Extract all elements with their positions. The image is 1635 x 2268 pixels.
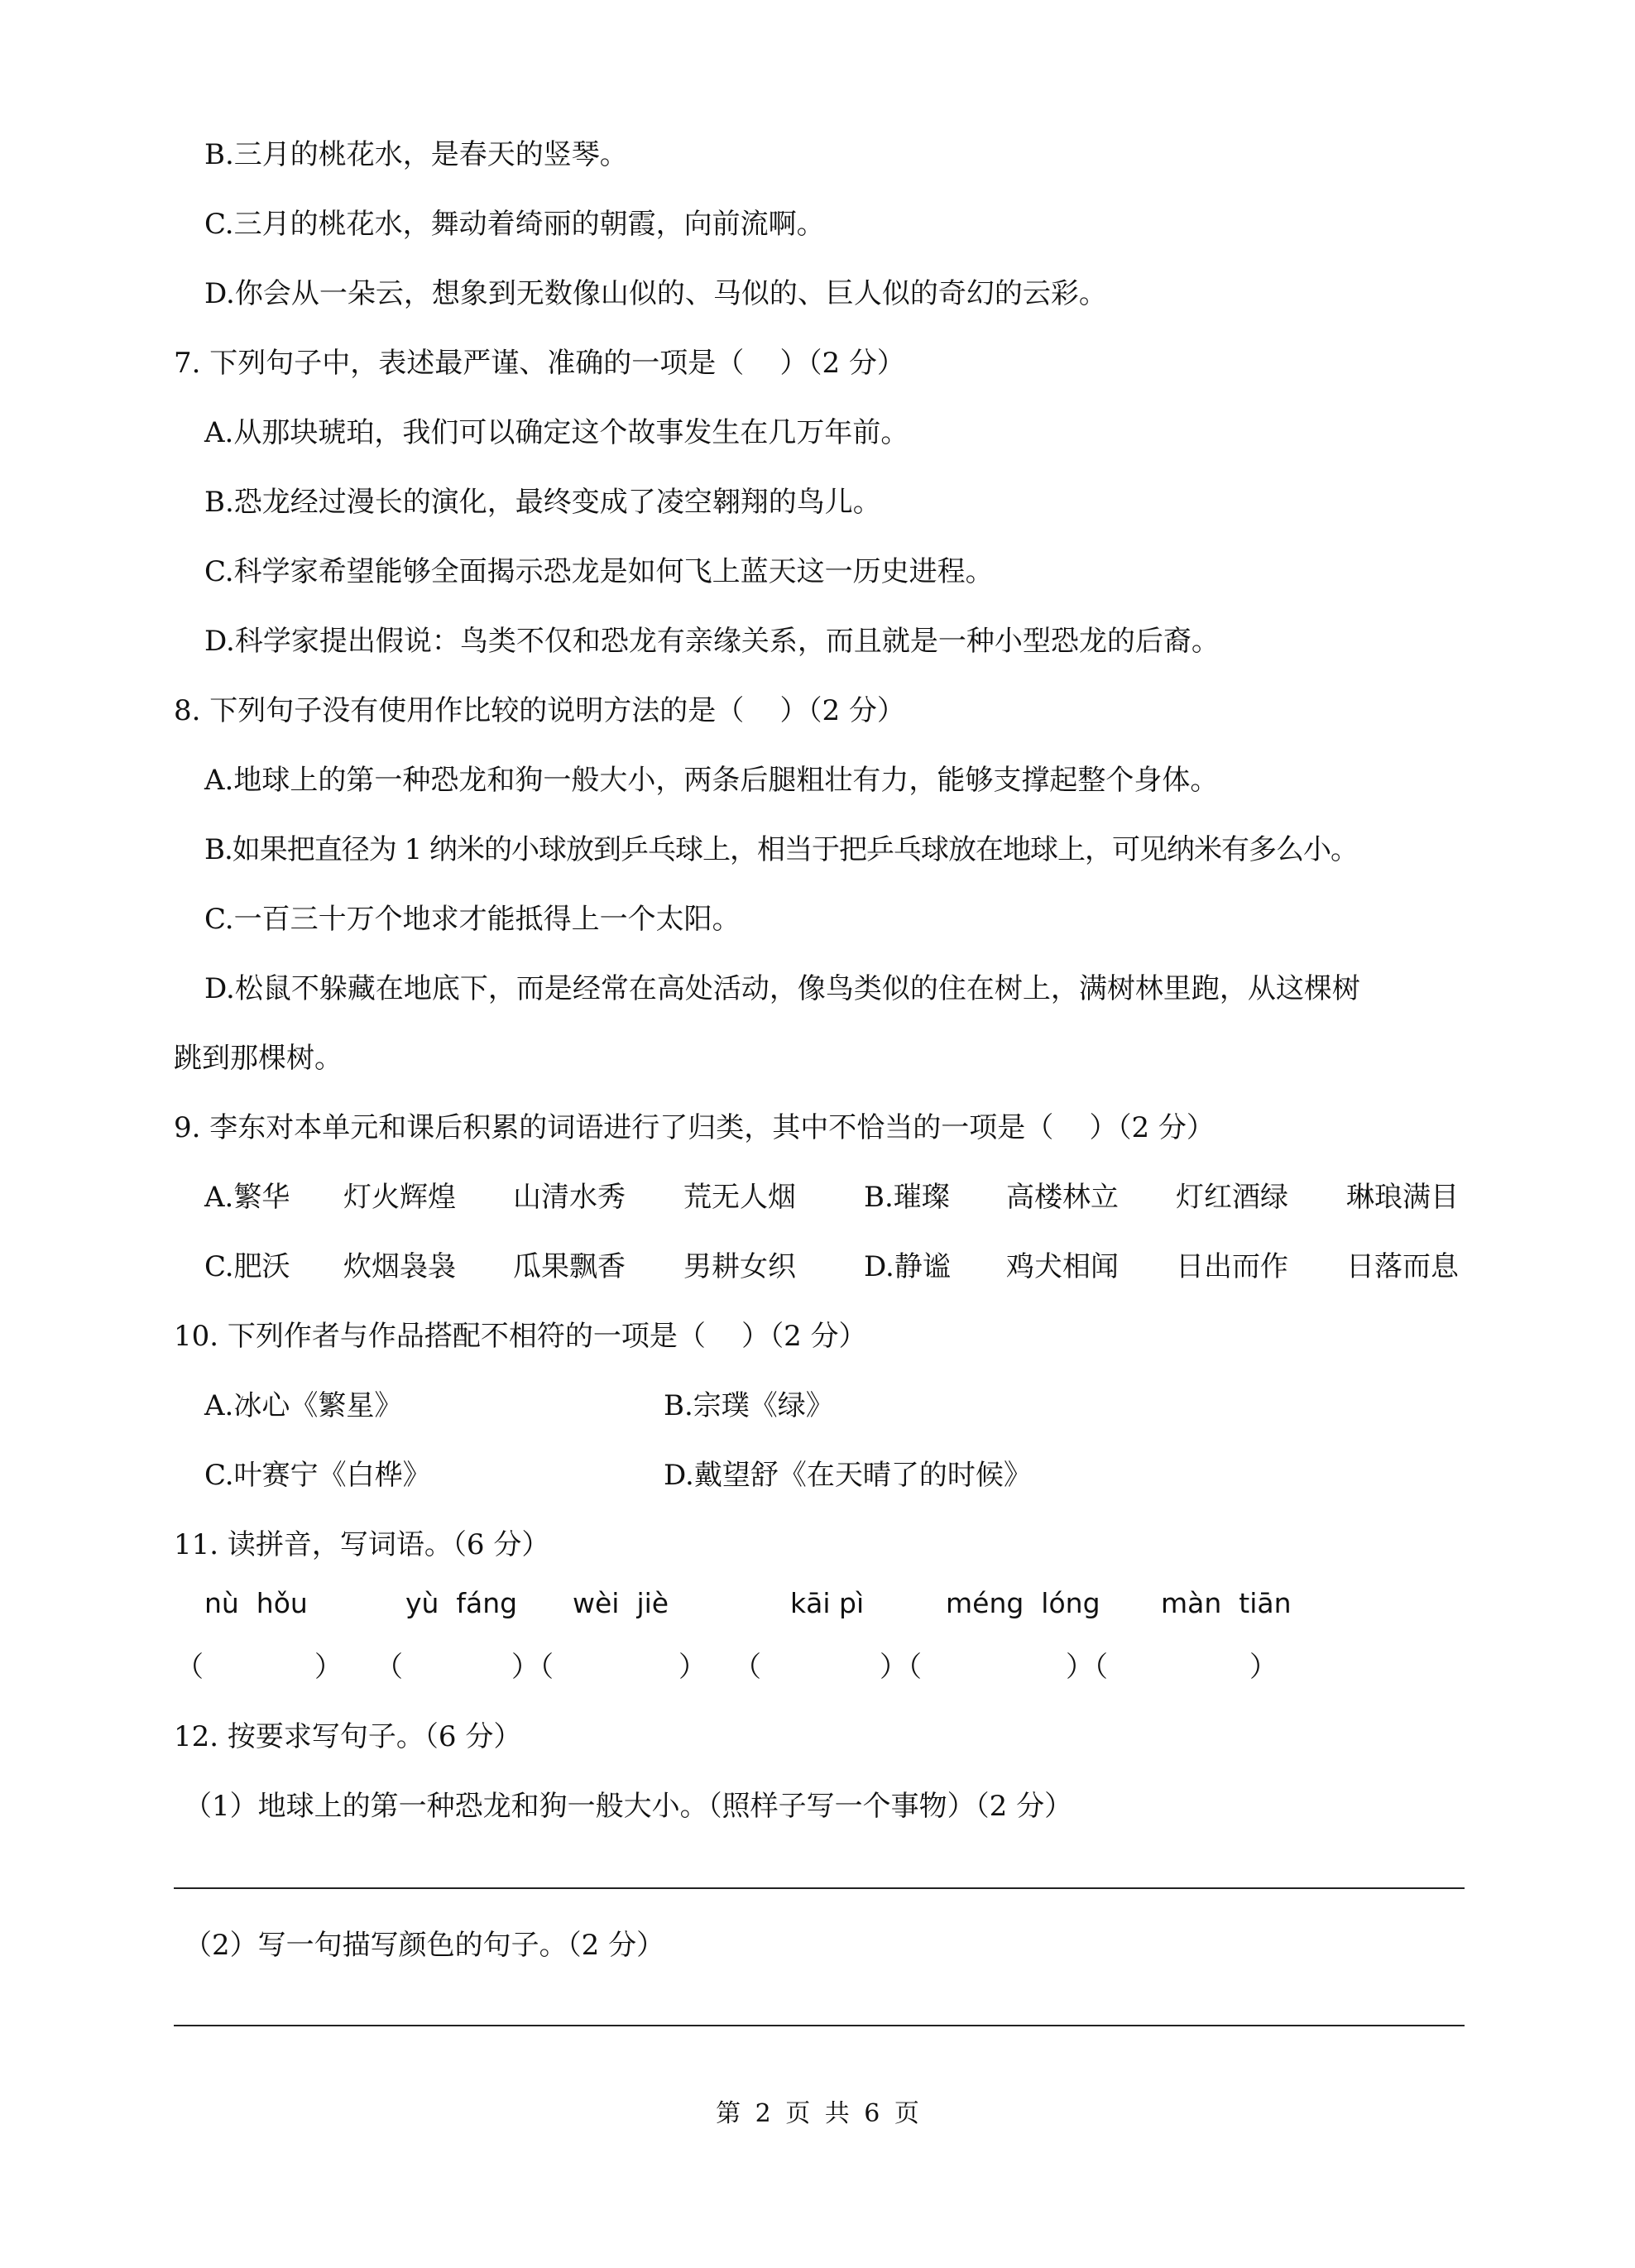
q6-option-d: D.你会从一朵云，想象到无数像山似的、马似的、巨人似的奇幻的云彩。 <box>204 277 1107 310</box>
q12-part1: （1）地球上的第一种恐龙和狗一般大小。（照样子写一个事物）（2 分） <box>184 1790 1073 1823</box>
q7-stem: 7. 下列句子中，表述最严谨、准确的一项是（ ）（2 分） <box>174 347 905 380</box>
q9-word: B.璀璨 <box>864 1181 950 1214</box>
q9-word: 灯红酒绿 <box>1176 1181 1288 1214</box>
q9-stem: 9. 李东对本单元和课后积累的词语进行了归类，其中不恰当的一项是（ ）（2 分） <box>174 1111 1215 1144</box>
q8-option-d-line1: D.松鼠不躲藏在地底下，而是经常在高处活动，像鸟类似的住在树上，满树林里跑，从这棵树 <box>204 972 1360 1005</box>
q10-stem: 10. 下列作者与作品搭配不相符的一项是（ ）（2 分） <box>174 1320 867 1353</box>
q9-word: 琳琅满目 <box>1346 1181 1459 1214</box>
pinyin-item: màn tiān <box>1161 1587 1292 1619</box>
pinyin-item: méng lóng <box>946 1587 1100 1619</box>
q10-option-b: B.宗璞《绿》 <box>664 1389 834 1422</box>
blank-paren: ） <box>314 1651 343 1684</box>
q9-word: C.肥沃 <box>204 1250 290 1283</box>
q9-word: 日出而作 <box>1176 1250 1288 1283</box>
q9-word: 炊烟袅袅 <box>343 1250 456 1283</box>
answer-line-2[interactable] <box>174 2025 1465 2026</box>
q9-word: 灯火辉煌 <box>343 1181 456 1214</box>
pinyin-item: kāi pì <box>790 1587 865 1619</box>
pinyin-item: nù hǒu <box>204 1587 308 1619</box>
q12-stem: 12. 按要求写句子。（6 分） <box>174 1720 522 1753</box>
q10-option-a: A.冰心《繁星》 <box>204 1389 403 1422</box>
q9-word: 高楼林立 <box>1006 1181 1119 1214</box>
q8-option-a: A.地球上的第一种恐龙和狗一般大小，两条后腿粗壮有力，能够支撑起整个身体。 <box>204 764 1219 797</box>
q9-word: 瓜果飘香 <box>513 1250 626 1283</box>
q9-word: D.静谧 <box>864 1250 951 1283</box>
q8-option-b: B.如果把直径为 1 纳米的小球放到乒乓球上，相当于把乒乓球放在地球上，可见纳米有多么小。 <box>204 833 1359 866</box>
q10-option-c: C.叶赛宁《白桦》 <box>204 1459 431 1492</box>
blank-paren: （ <box>375 1651 403 1684</box>
blank-paren: （ <box>175 1651 204 1684</box>
q9-word: A.繁华 <box>204 1181 290 1214</box>
q8-option-c: C.一百三十万个地求才能抵得上一个太阳。 <box>204 903 741 936</box>
q8-stem: 8. 下列句子没有使用作比较的说明方法的是（ ）（2 分） <box>174 694 905 727</box>
q7-option-a: A.从那块琥珀，我们可以确定这个故事发生在几万年前。 <box>204 416 909 449</box>
page-number: 第 2 页 共 6 页 <box>716 2099 919 2128</box>
blank-paren: ） <box>1249 1651 1278 1684</box>
q8-option-d-line2: 跳到那棵树。 <box>174 1042 343 1075</box>
blank-paren: ）（ <box>1066 1651 1108 1684</box>
q11-stem: 11. 读拼音，写词语。（6 分） <box>174 1528 550 1561</box>
q12-part2: （2）写一句描写颜色的句子。（2 分） <box>184 1929 665 1962</box>
blank-paren: ） <box>678 1651 707 1684</box>
q9-word: 日落而息 <box>1346 1250 1459 1283</box>
q7-option-b: B.恐龙经过漫长的演化，最终变成了凌空翱翔的鸟儿。 <box>204 486 881 519</box>
q9-word: 鸡犬相闻 <box>1006 1250 1119 1283</box>
q9-word: 荒无人烟 <box>683 1181 796 1214</box>
pinyin-item: wèi jiè <box>573 1587 669 1619</box>
q9-word: 男耕女织 <box>683 1250 796 1283</box>
blank-paren: （ <box>733 1651 761 1684</box>
q6-option-b: B.三月的桃花水，是春天的竖琴。 <box>204 138 628 171</box>
q9-word: 山清水秀 <box>513 1181 626 1214</box>
q7-option-d: D.科学家提出假说：鸟类不仅和恐龙有亲缘关系，而且就是一种小型恐龙的后裔。 <box>204 625 1220 658</box>
pinyin-item: yù fáng <box>405 1587 518 1619</box>
q10-option-d: D.戴望舒《在天晴了的时候》 <box>664 1459 1032 1492</box>
q6-option-c: C.三月的桃花水，舞动着绮丽的朝霞，向前流啊。 <box>204 208 825 241</box>
blank-paren: ）（ <box>511 1651 554 1684</box>
blank-paren: ）（ <box>880 1651 922 1684</box>
answer-line-1[interactable] <box>174 1887 1465 1889</box>
q7-option-c: C.科学家希望能够全面揭示恐龙是如何飞上蓝天这一历史进程。 <box>204 555 994 588</box>
